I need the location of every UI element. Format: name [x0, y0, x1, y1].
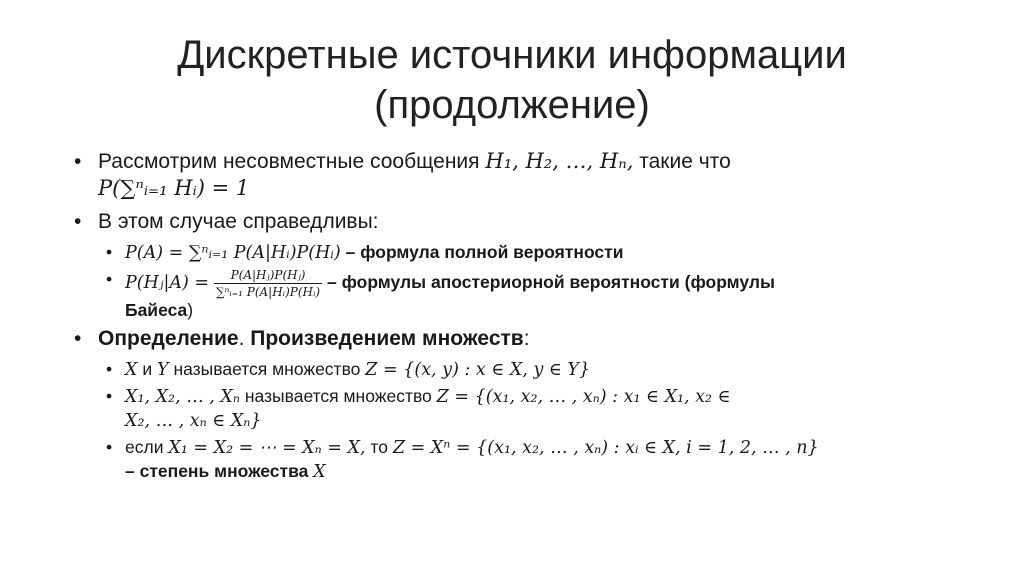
bayes-label-paren: (формулы [684, 272, 775, 293]
title-line-1: Дискретные источники информации [177, 33, 847, 77]
bayes-close-paren: ) [187, 300, 194, 320]
bullet-tail: такие что [639, 150, 731, 173]
sum-formula: P(∑ⁿᵢ₌₁ Hᵢ) = 1 [98, 176, 250, 200]
bullet-text: В этом случае справедливы: [98, 210, 379, 233]
sub-bullet-power [70, 436, 970, 484]
then-word: то [370, 437, 388, 457]
bayes-lhs: P(Hⱼ|A) = [125, 273, 210, 294]
power-var: X [313, 462, 326, 482]
called-set-text: называется множество [173, 359, 361, 379]
slide-content [70, 148, 970, 487]
if-word: если [125, 437, 164, 457]
definition-term: Произведением множеств [250, 327, 524, 350]
called-set-text: называется множество [244, 386, 432, 406]
title-line-2: (продолжение) [374, 83, 650, 127]
sub-bullet-product-n [70, 385, 970, 433]
total-probability-label: – формула полной вероятности [345, 242, 624, 262]
bullet-text: Рассмотрим несовместные сообщения [98, 150, 480, 173]
total-probability-formula: P(A) = ∑ⁿᵢ₌₁ P(A|Hᵢ)P(Hᵢ) [125, 243, 341, 263]
bullet-messages [70, 148, 970, 202]
definition-dot: . [238, 327, 245, 350]
bayes-name: Байеса [125, 300, 188, 320]
definition-colon: : [523, 327, 530, 350]
definition-word: Определение [98, 327, 239, 350]
product-n-formula-b: X₂, … , xₙ ∈ Xₙ} [125, 411, 262, 431]
power-label: – степень множества [125, 461, 309, 481]
bayes-numerator: P(A|Hⱼ)P(Hⱼ) [214, 268, 322, 284]
bullet-definition [70, 325, 970, 352]
power-condition: X₁ = X₂ = ⋯ = Xₙ = X, [168, 438, 366, 458]
product-n-formula-a: Z = {(x₁, x₂, … , xₙ) : x₁ ∈ X₁, x₂ ∈ [436, 387, 731, 407]
slide-title [60, 30, 964, 130]
sub-bullet-bayes [70, 268, 970, 322]
product-xy-formula: Z = {(x, y) : x ∈ X, y ∈ Y} [365, 360, 591, 380]
sub-bullet-product-xy [70, 358, 970, 382]
sets-vars: X₁, X₂, … , Xₙ [125, 387, 240, 407]
bayes-label: – формулы апостериорной вероятности [326, 272, 680, 293]
bullet-valid [70, 208, 970, 235]
bayes-fraction [214, 268, 322, 299]
and-word: и [142, 359, 153, 379]
power-formula: Z = Xⁿ = {(x₁, x₂, … , xₙ) : xᵢ ∈ X, i = 1, 2, … , n} [392, 438, 819, 458]
sub-bullet-total-probability [70, 241, 970, 265]
messages-vars: H₁, H₂, …, Hₙ, [485, 149, 634, 173]
bayes-denominator: ∑ⁿᵢ₌₁ P(A|Hᵢ)P(Hᵢ) [215, 285, 321, 299]
var-y: Y [157, 360, 169, 380]
var-x: X [125, 360, 138, 380]
